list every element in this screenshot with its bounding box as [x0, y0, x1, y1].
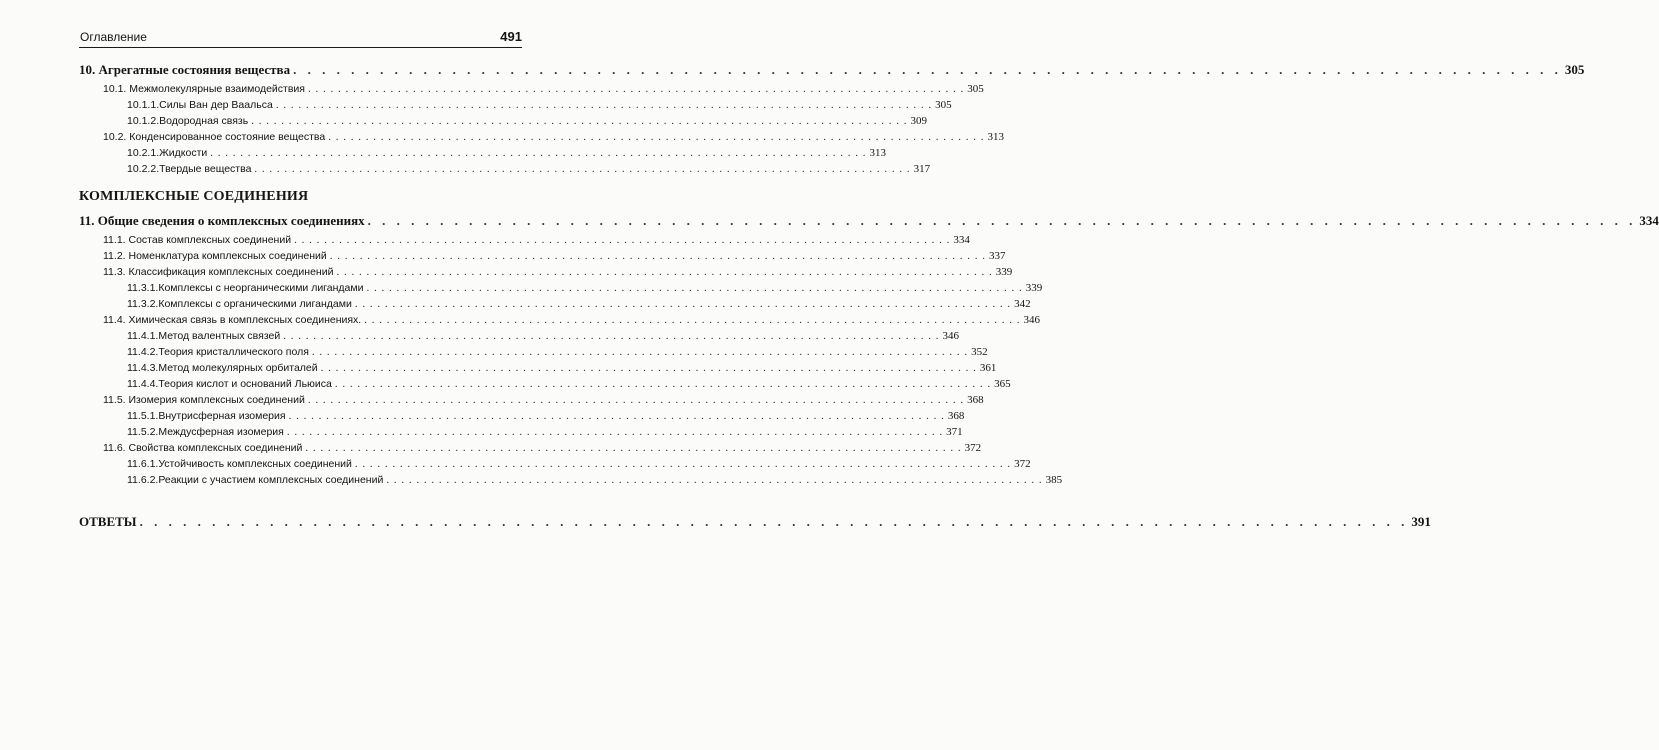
toc-entry-page: 339: [1025, 282, 1043, 294]
dot-leader: . . . . . . . . . . . . . . . . . . . . . . . . . . . . . . . . . . . . . . . . . . . . . . . . . . . . . . . . . . . . . . . . . . . . . . . . . . . . . . . . . . . . . . . .: [307, 394, 965, 406]
dot-leader: . . . . . . . . . . . . . . . . . . . . . . . . . . . . . . . . . . . . . . . . . . . . . . . . . . . . . . . . . . . . . . . . . . . . . . . . . . . . . . . . . . . . . . . .: [251, 115, 908, 127]
dot-leader: . . . . . . . . . . . . . . . . . . . . . . . . . . . . . . . . . . . . . . . . . . . . . . . . . . . . . . . . . . . . . . . . . . . . . . . . . . . . . . . . . . . . . . . .: [294, 234, 951, 246]
toc-entry[interactable]: [79, 115, 927, 131]
toc-entry-label: 11. Общие сведения о комплексных соединениях: [79, 213, 365, 228]
toc-entry-page: 372: [1014, 458, 1031, 470]
toc-entry-page: 342: [1014, 298, 1031, 310]
toc-entry-label: 11.5. Изомерия комплексных соединений: [103, 394, 305, 406]
toc-entry-label: 11.4. Химическая связь в комплексных соединениях.: [103, 314, 362, 326]
toc-entry-page: 309: [910, 115, 927, 127]
toc-entry[interactable]: [79, 234, 970, 250]
toc-entry-label: 11.3.1.Комплексы с неорганическими лигандами: [127, 282, 364, 294]
toc-entry-page: 313: [869, 147, 887, 159]
header-title: Оглавление: [80, 30, 147, 44]
toc-entry-label: 11.1. Состав комплексных соединений: [103, 234, 292, 246]
dot-leader: . . . . . . . . . . . . . . . . . . . . . . . . . . . . . . . . . . . . . . . . . . . . . . . . . . . . . . . . . . . . . . . . . . . . . . . . . . . . . . . . . . . . . . . .: [210, 147, 867, 159]
toc-entry-label: 11.5.2.Междусферная изомерия: [127, 426, 284, 438]
dot-leader: . . . . . . . . . . . . . . . . . . . . . . . . . . . . . . . . . . . . . . . . . . . . . . . . . . . . . . . . . . . . . . . . . . . . . . . . . . . . . . . . . . . . . . . .: [311, 346, 969, 358]
toc-entry-label: ОТВЕТЫ: [79, 514, 137, 529]
dot-leader: . . . . . . . . . . . . . . . . . . . . . . . . . . . . . . . . . . . . . . . . . . . . . . . . . . . . . . . . . . . . . . . . . . . . . . . . . . . . . . . . . . . . . . . .: [254, 163, 911, 175]
dot-leader: . . . . . . . . . . . . . . . . . . . . . . . . . . . . . . . . . . . . . . . . . . . . . . . . . . . . . . . . . . . . . . . . . . . . . . . . . . . . . . . . . . . . . . . .: [367, 213, 1637, 228]
dot-leader: . . . . . . . . . . . . . . . . . . . . . . . . . . . . . . . . . . . . . . . . . . . . . . . . . . . . . . . . . . . . . . . . . . . . . . . . . . . . . . . . . . . . . . . .: [308, 83, 965, 95]
toc-entry-label: 10. Агрегатные состояния вещества: [79, 62, 291, 77]
toc-entry-label: 11.4.2.Теория кристаллического поля: [127, 346, 309, 358]
toc-entry-page: 368: [967, 394, 984, 406]
running-header: [79, 29, 522, 48]
toc-entry[interactable]: [79, 131, 1004, 147]
toc-entry-page: 371: [946, 426, 963, 438]
toc-entry-page: 317: [913, 163, 931, 175]
toc-entry-label: 11.4.3.Метод молекулярных орбиталей: [127, 362, 318, 374]
toc-entry[interactable]: [79, 394, 984, 410]
toc-entry[interactable]: [79, 442, 982, 458]
toc-entry-page: 305: [1564, 62, 1585, 77]
toc-entry[interactable]: [79, 474, 1063, 490]
table-of-contents: [79, 62, 1659, 535]
toc-entry-label: 10.1.2.Водородная связь: [127, 115, 249, 127]
toc-entry[interactable]: [79, 83, 984, 99]
toc-entry-page: 334: [1639, 213, 1659, 228]
toc-entry-page: 368: [947, 410, 965, 422]
toc-entry-label: 11.6. Свойства комплексных соединений: [103, 442, 303, 454]
toc-entry-page: 361: [979, 362, 997, 374]
header-page-number: 491: [500, 29, 522, 44]
toc-entry-page: 352: [971, 346, 988, 358]
dot-leader: . . . . . . . . . . . . . . . . . . . . . . . . . . . . . . . . . . . . . . . . . . . . . . . . . . . . . . . . . . . . . . . . . . . . . . . . . . . . . . . . . . . . . . . .: [334, 378, 992, 390]
toc-entry-label: 11.6.2.Реакции с участием комплексных соединений: [127, 474, 384, 486]
toc-entry[interactable]: [79, 362, 997, 378]
toc-entry-page: 385: [1045, 474, 1063, 486]
toc-entry-label: 11.4.4.Теория кислот и оснований Льюиса: [127, 378, 332, 390]
toc-entry[interactable]: [79, 346, 988, 362]
dot-leader: . . . . . . . . . . . . . . . . . . . . . . . . . . . . . . . . . . . . . . . . . . . . . . . . . . . . . . . . . . . . . . . . . . . . . . . . . . . . . . . . . . . . . . . .: [366, 282, 1023, 294]
toc-entry-page: 372: [964, 442, 982, 454]
toc-entry[interactable]: [79, 62, 1585, 83]
dot-leader: . . . . . . . . . . . . . . . . . . . . . . . . . . . . . . . . . . . . . . . . . . . . . . . . . . . . . . . . . . . . . . . . . . . . . . . . . . . . . . . . . . . . . . . .: [139, 514, 1409, 529]
dot-leader: . . . . . . . . . . . . . . . . . . . . . . . . . . . . . . . . . . . . . . . . . . . . . . . . . . . . . . . . . . . . . . . . . . . . . . . . . . . . . . . . . . . . . . . .: [329, 250, 986, 262]
dot-leader: . . . . . . . . . . . . . . . . . . . . . . . . . . . . . . . . . . . . . . . . . . . . . . . . . . . . . . . . . . . . . . . . . . . . . . . . . . . . . . . . . . . . . . . .: [288, 410, 945, 422]
toc-entry[interactable]: [79, 266, 1013, 282]
dot-leader: . . . . . . . . . . . . . . . . . . . . . . . . . . . . . . . . . . . . . . . . . . . . . . . . . . . . . . . . . . . . . . . . . . . . . . . . . . . . . . . . . . . . . . . .: [364, 314, 1021, 326]
dot-leader: . . . . . . . . . . . . . . . . . . . . . . . . . . . . . . . . . . . . . . . . . . . . . . . . . . . . . . . . . . . . . . . . . . . . . . . . . . . . . . . . . . . . . . . .: [354, 298, 1012, 310]
toc-entry-page: 339: [995, 266, 1013, 278]
toc-entry-label: 11.2. Номенклатура комплексных соединений: [103, 250, 327, 262]
toc-entry-page: 346: [942, 330, 959, 342]
toc-entry[interactable]: [79, 250, 1006, 266]
toc-entry[interactable]: [79, 458, 1031, 474]
dot-leader: . . . . . . . . . . . . . . . . . . . . . . . . . . . . . . . . . . . . . . . . . . . . . . . . . . . . . . . . . . . . . . . . . . . . . . . . . . . . . . . . . . . . . . . .: [275, 99, 933, 111]
toc-entry[interactable]: [79, 147, 887, 163]
toc-entry[interactable]: [79, 99, 952, 115]
dot-leader: . . . . . . . . . . . . . . . . . . . . . . . . . . . . . . . . . . . . . . . . . . . . . . . . . . . . . . . . . . . . . . . . . . . . . . . . . . . . . . . . . . . . . . . .: [320, 362, 977, 374]
toc-entry[interactable]: [79, 298, 1031, 314]
toc-entry-label: 11.6.1.Устойчивость комплексных соединений: [127, 458, 352, 470]
toc-entry-page: 305: [967, 83, 984, 95]
toc-entry-page: 313: [987, 131, 1004, 143]
toc-entry[interactable]: [79, 330, 959, 346]
toc-entry-page: 334: [953, 234, 970, 246]
toc-entry-label: 10.2. Конденсированное состояние вещества: [103, 131, 326, 143]
spacer: [79, 490, 522, 514]
dot-leader: . . . . . . . . . . . . . . . . . . . . . . . . . . . . . . . . . . . . . . . . . . . . . . . . . . . . . . . . . . . . . . . . . . . . . . . . . . . . . . . . . . . . . . . .: [283, 330, 940, 342]
toc-entry-label: 10.2.1.Жидкости: [127, 147, 208, 159]
toc-entry-label: 10.2.2.Твердые вещества: [127, 163, 252, 175]
toc-entry-page: 391: [1411, 514, 1431, 529]
dot-leader: . . . . . . . . . . . . . . . . . . . . . . . . . . . . . . . . . . . . . . . . . . . . . . . . . . . . . . . . . . . . . . . . . . . . . . . . . . . . . . . . . . . . . . . .: [328, 131, 985, 143]
toc-entry-label: 11.3.2.Комплексы с органическими лигандами: [127, 298, 352, 310]
dot-leader: . . . . . . . . . . . . . . . . . . . . . . . . . . . . . . . . . . . . . . . . . . . . . . . . . . . . . . . . . . . . . . . . . . . . . . . . . . . . . . . . . . . . . . . .: [354, 458, 1012, 470]
toc-entry-label: 10.1. Межмолекулярные взаимодействия: [103, 83, 305, 95]
toc-entry-label: 11.5.1.Внутрисферная изомерия: [127, 410, 286, 422]
toc-entry-label: 10.1.1.Силы Ван дер Ваальса: [127, 99, 273, 111]
toc-entry[interactable]: [79, 314, 1040, 330]
toc-entry[interactable]: [79, 378, 1011, 394]
dot-leader: . . . . . . . . . . . . . . . . . . . . . . . . . . . . . . . . . . . . . . . . . . . . . . . . . . . . . . . . . . . . . . . . . . . . . . . . . . . . . . . . . . . . . . . .: [336, 266, 993, 278]
toc-entry[interactable]: [79, 514, 1431, 535]
dot-leader: . . . . . . . . . . . . . . . . . . . . . . . . . . . . . . . . . . . . . . . . . . . . . . . . . . . . . . . . . . . . . . . . . . . . . . . . . . . . . . . . . . . . . . . .: [286, 426, 944, 438]
toc-entry[interactable]: [79, 163, 931, 179]
dot-leader: . . . . . . . . . . . . . . . . . . . . . . . . . . . . . . . . . . . . . . . . . . . . . . . . . . . . . . . . . . . . . . . . . . . . . . . . . . . . . . . . . . . . . . . .: [386, 474, 1043, 486]
toc-entry[interactable]: [79, 426, 963, 442]
toc-entry-page: 365: [994, 378, 1011, 390]
dot-leader: . . . . . . . . . . . . . . . . . . . . . . . . . . . . . . . . . . . . . . . . . . . . . . . . . . . . . . . . . . . . . . . . . . . . . . . . . . . . . . . . . . . . . . . .: [305, 442, 962, 454]
toc-entry[interactable]: [79, 410, 965, 426]
toc-entry-page: 305: [935, 99, 952, 111]
toc-entry[interactable]: [79, 213, 1659, 234]
toc-entry-page: 337: [989, 250, 1006, 262]
toc-entry-label: 11.4.1.Метод валентных связей: [127, 330, 281, 342]
dot-leader: . . . . . . . . . . . . . . . . . . . . . . . . . . . . . . . . . . . . . . . . . . . . . . . . . . . . . . . . . . . . . . . . . . . . . . . . . . . . . . . . . . . . . . . .: [293, 62, 1562, 77]
toc-entry[interactable]: [79, 282, 1043, 298]
toc-entry-page: 346: [1023, 314, 1040, 326]
toc-entry-label: 11.3. Классификация комплексных соединений: [103, 266, 334, 278]
section-heading: КОМПЛЕКСНЫЕ СОЕДИНЕНИЯ: [79, 189, 309, 204]
